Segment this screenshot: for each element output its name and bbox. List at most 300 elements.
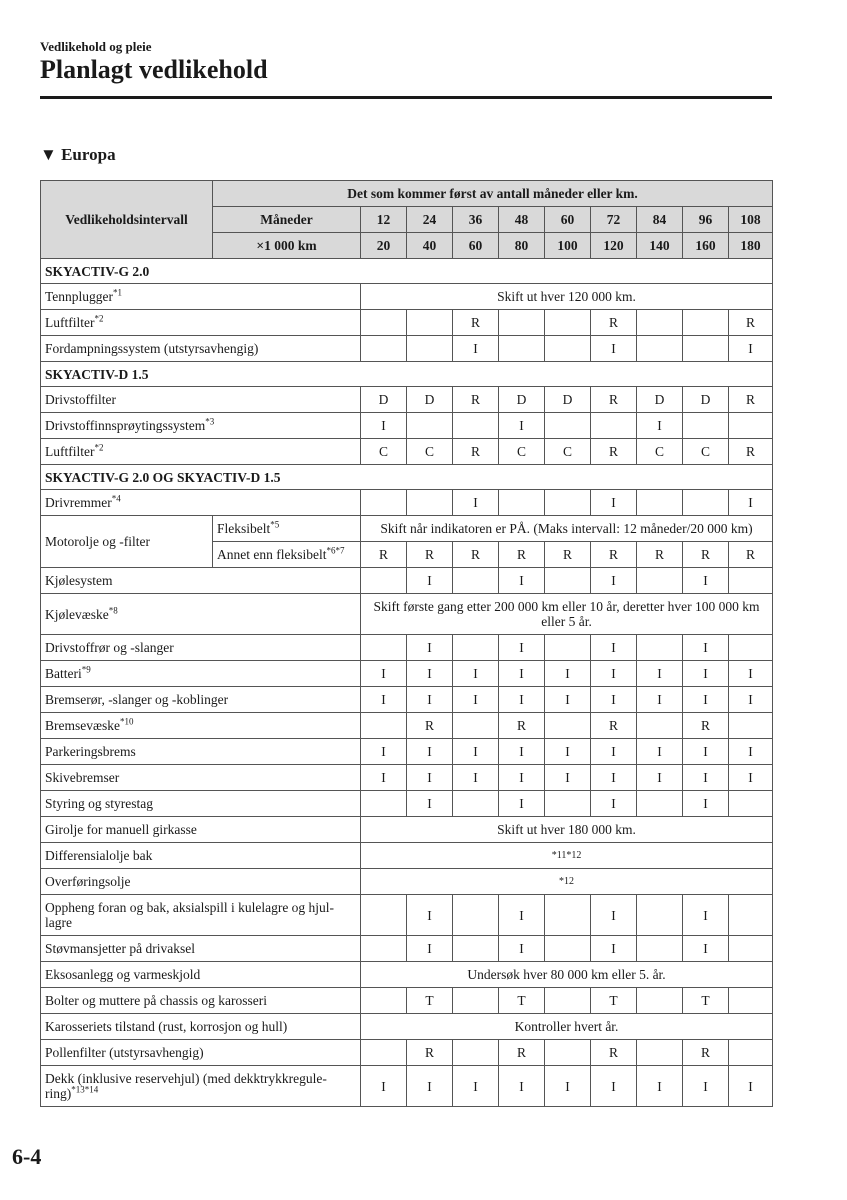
schedule-cell xyxy=(361,791,407,817)
month-cell: 36 xyxy=(453,207,499,233)
table-row xyxy=(41,713,773,739)
schedule-cell xyxy=(361,310,407,336)
span-cell: Skift første gang etter 200 000 km eller 10 år, deretter hver 100 000 km eller 5 år. xyxy=(361,594,773,635)
schedule-cell: R xyxy=(591,387,637,413)
schedule-cell: D xyxy=(361,387,407,413)
month-cell: 60 xyxy=(545,207,591,233)
schedule-cell: I xyxy=(361,739,407,765)
schedule-cell: R xyxy=(407,542,453,568)
schedule-cell: C xyxy=(683,439,729,465)
row-name-text: Overføringsolje xyxy=(45,874,131,889)
row-name xyxy=(41,1014,361,1040)
km-cell: 80 xyxy=(499,233,545,259)
schedule-cell: R xyxy=(453,439,499,465)
schedule-cell: I xyxy=(683,791,729,817)
row-name xyxy=(41,336,361,362)
schedule-cell xyxy=(361,895,407,936)
schedule-cell xyxy=(729,413,773,439)
row-name-text: Drivstoffinnsprøytingssystem xyxy=(45,418,206,433)
row-name-text: Oppheng foran og bak, aksialspill i kulelagre og hjul-lagre xyxy=(45,900,335,930)
schedule-cell xyxy=(453,1040,499,1066)
schedule-cell xyxy=(637,336,683,362)
schedule-cell: I xyxy=(407,635,453,661)
schedule-cell: I xyxy=(499,765,545,791)
row-name-text: Støvmansjetter på drivaksel xyxy=(45,941,195,956)
schedule-cell: I xyxy=(729,687,773,713)
schedule-cell xyxy=(637,568,683,594)
row-name xyxy=(41,687,361,713)
schedule-cell: I xyxy=(407,791,453,817)
row-name xyxy=(41,661,361,687)
schedule-cell xyxy=(637,713,683,739)
month-cell: 12 xyxy=(361,207,407,233)
schedule-cell xyxy=(361,936,407,962)
row-name xyxy=(41,962,361,988)
schedule-cell xyxy=(361,568,407,594)
schedule-cell xyxy=(361,1040,407,1066)
table-row xyxy=(41,594,773,635)
group-label: SKYACTIV-G 2.0 OG SKYACTIV-D 1.5 xyxy=(41,465,773,490)
schedule-cell: D xyxy=(545,387,591,413)
row-name-text: Eksosanlegg og varmeskjold xyxy=(45,967,201,982)
schedule-cell xyxy=(545,1040,591,1066)
schedule-cell: R xyxy=(407,713,453,739)
triangle-down-icon: ▼ xyxy=(40,145,57,164)
region-heading xyxy=(40,145,116,165)
schedule-cell: I xyxy=(499,791,545,817)
schedule-cell: I xyxy=(499,936,545,962)
schedule-cell xyxy=(545,336,591,362)
schedule-cell: I xyxy=(499,413,545,439)
month-cell: 108 xyxy=(729,207,773,233)
schedule-cell xyxy=(683,413,729,439)
schedule-cell xyxy=(407,413,453,439)
schedule-cell xyxy=(637,490,683,516)
footnote-ref: *1 xyxy=(113,287,123,298)
row-name xyxy=(41,817,361,843)
schedule-cell xyxy=(407,336,453,362)
schedule-cell: R xyxy=(591,542,637,568)
schedule-cell: R xyxy=(729,387,773,413)
schedule-cell xyxy=(729,791,773,817)
table-row xyxy=(41,869,773,895)
page-number: 6-4 xyxy=(12,1144,42,1169)
schedule-cell: I xyxy=(407,1066,453,1107)
schedule-cell: I xyxy=(683,687,729,713)
schedule-cell xyxy=(545,568,591,594)
schedule-cell: C xyxy=(637,439,683,465)
km-cell: 20 xyxy=(361,233,407,259)
schedule-cell xyxy=(545,895,591,936)
schedule-cell: I xyxy=(361,661,407,687)
footnote-ref: *8 xyxy=(108,605,118,615)
footnote-ref: *5 xyxy=(270,519,280,530)
schedule-cell: I xyxy=(453,1066,499,1107)
row-name-text: Luftfilter xyxy=(45,444,95,459)
month-cell: 24 xyxy=(407,207,453,233)
schedule-cell xyxy=(545,310,591,336)
span-cell: Undersøk hver 80 000 km eller 5. år. xyxy=(361,962,773,988)
schedule-cell: I xyxy=(407,568,453,594)
schedule-cell: I xyxy=(407,687,453,713)
schedule-cell xyxy=(637,635,683,661)
group-label: SKYACTIV-G 2.0 xyxy=(41,259,773,284)
group-row xyxy=(41,362,773,387)
km-cell: 60 xyxy=(453,233,499,259)
row-name xyxy=(41,284,361,310)
schedule-cell: T xyxy=(499,988,545,1014)
footnote-ref: *9 xyxy=(81,664,91,675)
schedule-cell: I xyxy=(407,661,453,687)
sub-row-name xyxy=(213,516,361,542)
schedule-cell: D xyxy=(637,387,683,413)
schedule-cell: C xyxy=(361,439,407,465)
schedule-cell: I xyxy=(683,936,729,962)
table-row xyxy=(41,817,773,843)
span-cell: Skift ut hver 120 000 km. xyxy=(361,284,773,310)
schedule-cell: T xyxy=(683,988,729,1014)
month-cell: 48 xyxy=(499,207,545,233)
schedule-cell: I xyxy=(683,635,729,661)
schedule-cell xyxy=(453,791,499,817)
row-name-text: Kjølevæske xyxy=(45,606,109,622)
schedule-cell xyxy=(361,490,407,516)
row-name xyxy=(41,635,361,661)
schedule-cell: C xyxy=(407,439,453,465)
schedule-cell: I xyxy=(637,739,683,765)
schedule-cell: R xyxy=(361,542,407,568)
schedule-cell: I xyxy=(453,739,499,765)
schedule-cell xyxy=(453,635,499,661)
schedule-cell: I xyxy=(591,791,637,817)
row-name xyxy=(41,843,361,869)
schedule-cell: I xyxy=(453,765,499,791)
schedule-cell xyxy=(361,713,407,739)
schedule-cell: R xyxy=(729,439,773,465)
schedule-cell: I xyxy=(683,661,729,687)
schedule-cell: D xyxy=(683,387,729,413)
schedule-cell: I xyxy=(591,635,637,661)
schedule-cell: I xyxy=(499,687,545,713)
schedule-cell xyxy=(637,895,683,936)
schedule-cell: I xyxy=(683,568,729,594)
schedule-cell xyxy=(361,988,407,1014)
schedule-cell: R xyxy=(729,542,773,568)
row-name xyxy=(41,791,361,817)
row-name xyxy=(41,739,361,765)
row-name xyxy=(41,936,361,962)
schedule-cell: I xyxy=(683,1066,729,1107)
schedule-cell xyxy=(361,635,407,661)
schedule-cell: I xyxy=(591,687,637,713)
km-cell: 40 xyxy=(407,233,453,259)
km-cell: 120 xyxy=(591,233,637,259)
row-name-text: Tennplugger xyxy=(45,289,114,304)
schedule-cell: I xyxy=(683,895,729,936)
schedule-cell: I xyxy=(499,635,545,661)
row-name-text: Drivremmer xyxy=(45,495,112,510)
row-name-text: Batteri xyxy=(45,666,82,681)
schedule-cell: I xyxy=(361,687,407,713)
schedule-cell: R xyxy=(453,387,499,413)
sub-row-name-text: Fleksibelt xyxy=(217,521,271,536)
span-cell: Skift ut hver 180 000 km. xyxy=(361,817,773,843)
table-row xyxy=(41,568,773,594)
schedule-cell: I xyxy=(407,936,453,962)
schedule-cell: C xyxy=(499,439,545,465)
schedule-cell: R xyxy=(453,310,499,336)
schedule-cell xyxy=(499,336,545,362)
schedule-cell: I xyxy=(729,739,773,765)
table-row xyxy=(41,336,773,362)
row-name-text: Bremsevæske xyxy=(45,718,120,733)
region-label: Europa xyxy=(61,145,116,164)
table-row xyxy=(41,895,773,936)
schedule-cell: I xyxy=(729,765,773,791)
km-cell: 100 xyxy=(545,233,591,259)
table-row xyxy=(41,1066,773,1107)
table-row xyxy=(41,1040,773,1066)
row-name-text: Karosseriets tilstand (rust, korrosjon og hull) xyxy=(45,1019,288,1034)
schedule-cell: I xyxy=(637,765,683,791)
schedule-cell: I xyxy=(361,413,407,439)
schedule-cell xyxy=(729,988,773,1014)
schedule-cell: R xyxy=(499,1040,545,1066)
table-row xyxy=(41,791,773,817)
footnote-ref: *2 xyxy=(94,442,104,453)
table-row xyxy=(41,516,773,542)
row-name-text: Parkeringsbrems xyxy=(45,744,136,759)
span-cell: Kontroller hvert år. xyxy=(361,1014,773,1040)
row-name xyxy=(41,895,361,936)
schedule-cell: I xyxy=(407,895,453,936)
span-cell: *11*12 xyxy=(361,843,773,869)
schedule-cell: R xyxy=(683,713,729,739)
schedule-cell: D xyxy=(407,387,453,413)
row-name xyxy=(41,713,361,739)
schedule-cell: I xyxy=(407,765,453,791)
schedule-cell xyxy=(545,413,591,439)
maintenance-schedule-table xyxy=(40,180,773,1107)
table-row xyxy=(41,962,773,988)
schedule-cell: I xyxy=(683,739,729,765)
schedule-cell: I xyxy=(499,895,545,936)
schedule-cell: I xyxy=(637,687,683,713)
schedule-cell: I xyxy=(545,765,591,791)
row-name xyxy=(41,568,361,594)
row-name xyxy=(41,516,213,568)
schedule-cell: I xyxy=(729,661,773,687)
row-name xyxy=(41,594,361,635)
table-row xyxy=(41,988,773,1014)
table-row xyxy=(41,284,773,310)
table-row xyxy=(41,1014,773,1040)
page-title: Planlagt vedlikehold xyxy=(40,55,268,84)
schedule-cell: I xyxy=(591,568,637,594)
row-name-text: Styring og styrestag xyxy=(45,796,153,811)
schedule-cell xyxy=(637,1040,683,1066)
schedule-cell: T xyxy=(407,988,453,1014)
sub-row-name-text: Annet enn fleksibelt xyxy=(217,547,327,562)
row-name-text: Kjølesystem xyxy=(45,573,113,588)
schedule-cell xyxy=(545,988,591,1014)
row-name xyxy=(41,988,361,1014)
schedule-cell: C xyxy=(545,439,591,465)
schedule-cell: T xyxy=(591,988,637,1014)
table-header xyxy=(41,181,773,259)
schedule-cell: I xyxy=(729,1066,773,1107)
schedule-cell: I xyxy=(591,336,637,362)
table-row xyxy=(41,413,773,439)
schedule-cell xyxy=(545,936,591,962)
schedule-cell: R xyxy=(591,1040,637,1066)
schedule-cell: I xyxy=(499,1066,545,1107)
row-name xyxy=(41,1040,361,1066)
row-name-text: Differensialolje bak xyxy=(45,848,153,863)
schedule-cell xyxy=(545,713,591,739)
schedule-cell: R xyxy=(591,713,637,739)
km-cell: 140 xyxy=(637,233,683,259)
schedule-cell xyxy=(637,936,683,962)
row-name-text: Fordampningssystem (utstyrsavhengig) xyxy=(45,341,259,356)
schedule-cell: I xyxy=(637,1066,683,1107)
schedule-cell: I xyxy=(591,1066,637,1107)
table-row xyxy=(41,687,773,713)
schedule-cell: R xyxy=(499,713,545,739)
span-cell: *12 xyxy=(361,869,773,895)
table-row xyxy=(41,765,773,791)
schedule-cell xyxy=(729,895,773,936)
row-name-text: Pollenfilter (utstyrsavhengig) xyxy=(45,1045,204,1060)
schedule-cell: I xyxy=(361,765,407,791)
schedule-cell: I xyxy=(453,661,499,687)
month-cell: 84 xyxy=(637,207,683,233)
schedule-cell: R xyxy=(591,439,637,465)
schedule-cell: R xyxy=(683,542,729,568)
schedule-cell: I xyxy=(591,765,637,791)
row-name xyxy=(41,490,361,516)
schedule-cell xyxy=(407,490,453,516)
schedule-cell: R xyxy=(407,1040,453,1066)
schedule-cell xyxy=(453,988,499,1014)
row-name-text: Motorolje og -filter xyxy=(45,534,150,549)
schedule-cell xyxy=(683,310,729,336)
schedule-cell xyxy=(637,988,683,1014)
schedule-cell: I xyxy=(637,413,683,439)
row-name-text: Bremserør, -slanger og -koblinger xyxy=(45,692,229,707)
schedule-cell xyxy=(453,713,499,739)
schedule-cell: I xyxy=(361,1066,407,1107)
schedule-cell: I xyxy=(729,336,773,362)
schedule-cell: I xyxy=(729,490,773,516)
schedule-cell: I xyxy=(545,1066,591,1107)
schedule-cell: I xyxy=(499,568,545,594)
table-row xyxy=(41,387,773,413)
sub-row-name xyxy=(213,542,361,568)
schedule-cell: R xyxy=(545,542,591,568)
table-row xyxy=(41,739,773,765)
schedule-cell xyxy=(729,713,773,739)
schedule-cell: R xyxy=(453,542,499,568)
schedule-cell xyxy=(453,936,499,962)
schedule-cell: R xyxy=(683,1040,729,1066)
km-label: ×1 000 km xyxy=(213,233,361,259)
group-row xyxy=(41,259,773,284)
schedule-cell: I xyxy=(591,895,637,936)
footnote-ref: *3 xyxy=(205,416,215,427)
footnote-ref: *2 xyxy=(94,313,104,324)
schedule-cell: I xyxy=(545,687,591,713)
schedule-cell: I xyxy=(453,336,499,362)
group-label: SKYACTIV-D 1.5 xyxy=(41,362,773,387)
row-name-text: Luftfilter xyxy=(45,315,95,330)
schedule-cell xyxy=(545,490,591,516)
schedule-cell: I xyxy=(591,490,637,516)
row-name-text: Drivstoffrør og -slanger xyxy=(45,640,174,655)
km-cell: 160 xyxy=(683,233,729,259)
table-row xyxy=(41,936,773,962)
schedule-cell xyxy=(453,568,499,594)
schedule-cell xyxy=(637,310,683,336)
table-row xyxy=(41,661,773,687)
row-name-text: Girolje for manuell girkasse xyxy=(45,822,197,837)
schedule-cell xyxy=(729,635,773,661)
schedule-cell xyxy=(453,413,499,439)
schedule-cell: I xyxy=(591,739,637,765)
schedule-cell: R xyxy=(591,310,637,336)
table-row xyxy=(41,310,773,336)
schedule-cell: D xyxy=(499,387,545,413)
row-name-text: Dekk (inklusive reservehjul) (med dekktrykkregule-ring) xyxy=(45,1071,327,1101)
schedule-cell xyxy=(591,413,637,439)
footnote-ref: *10 xyxy=(120,716,134,727)
table-row xyxy=(41,843,773,869)
schedule-cell xyxy=(545,791,591,817)
schedule-cell: I xyxy=(499,739,545,765)
schedule-cell: R xyxy=(499,542,545,568)
section-label: Vedlikehold og pleie xyxy=(40,39,152,54)
row-name xyxy=(41,869,361,895)
schedule-cell xyxy=(683,490,729,516)
span-header: Det som kommer først av antall måneder eller km. xyxy=(213,181,773,207)
schedule-cell: I xyxy=(453,687,499,713)
schedule-cell: I xyxy=(683,765,729,791)
km-cell: 180 xyxy=(729,233,773,259)
schedule-cell xyxy=(637,791,683,817)
table-body xyxy=(41,259,773,1107)
row-name-text: Bolter og muttere på chassis og karosseri xyxy=(45,993,267,1008)
footnote-ref: *13*14 xyxy=(71,1084,99,1095)
schedule-cell: R xyxy=(637,542,683,568)
schedule-cell: I xyxy=(591,661,637,687)
schedule-cell: I xyxy=(545,661,591,687)
row-name xyxy=(41,1066,361,1107)
row-name xyxy=(41,387,361,413)
schedule-cell xyxy=(729,568,773,594)
schedule-cell xyxy=(729,936,773,962)
table-row xyxy=(41,439,773,465)
months-label: Måneder xyxy=(213,207,361,233)
interval-header: Vedlikeholdsintervall xyxy=(41,181,213,259)
schedule-cell xyxy=(453,895,499,936)
month-cell: 96 xyxy=(683,207,729,233)
schedule-cell: I xyxy=(499,661,545,687)
month-cell: 72 xyxy=(591,207,637,233)
group-row xyxy=(41,465,773,490)
span-cell: Skift når indikatoren er PÅ. (Maks intervall: 12 måneder/20 000 km) xyxy=(361,516,773,542)
schedule-cell xyxy=(729,1040,773,1066)
title-rule xyxy=(40,96,772,99)
